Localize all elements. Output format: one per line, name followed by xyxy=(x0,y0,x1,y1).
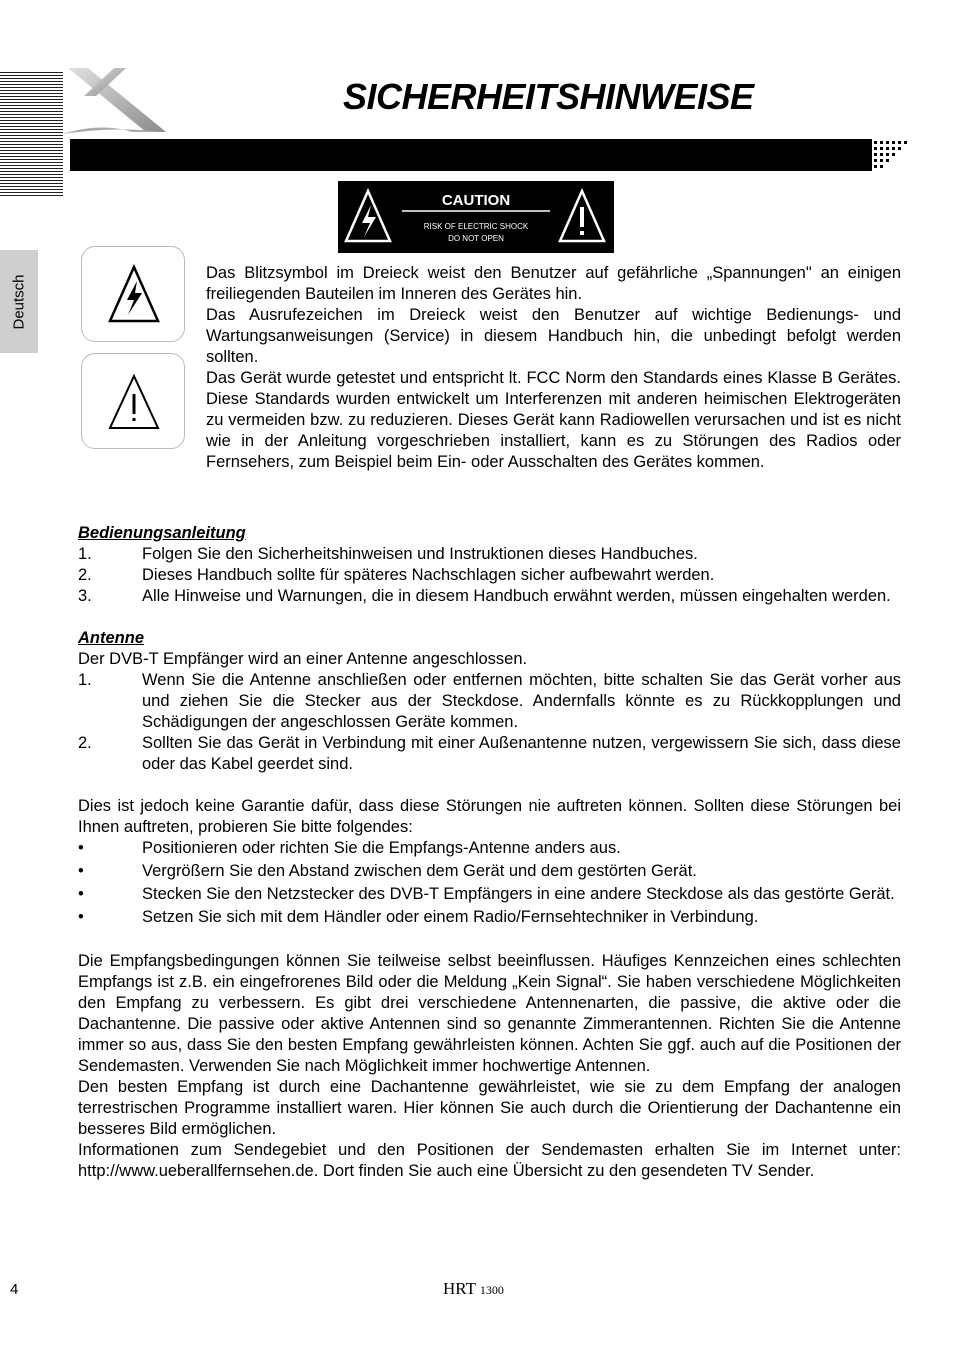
intro-paragraph: Das Blitzsymbol im Dreieck weist den Benutzer auf gefährliche „Spannungen" an einigen freiliegenden Bauteilen im Inneren des Gerätes hin. xyxy=(206,264,901,303)
lightning-triangle-icon xyxy=(82,247,186,343)
list-item: 3. Alle Hinweise und Warnungen, die in diesem Handbuch erwähnt werden, müssen eingehalten werden. xyxy=(78,587,891,605)
section-heading-manual: Bedienungsanleitung xyxy=(78,524,246,542)
bullet-item: • Vergrößern Sie den Abstand zwischen dem Gerät und dem gestörten Gerät. xyxy=(78,862,697,880)
reception-paragraph: Den besten Empfang ist durch eine Dachantenne gewährleistet, wie sie zu dem Empfang der analogen terrestrischen Programme installiert waren. Hier können Sie auch durch die Orientierung der Dachantenne ein besseres Bild ermöglichen. xyxy=(78,1078,901,1138)
intro-paragraph: Das Gerät wurde getestet und entspricht lt. FCC Norm den Standards eines Klasse B Gerätes. Diese Standards wurden entwickelt um Interferenzen mit anderen heimischen Elektrogeräten zu vermeiden bzw. zu reduzieren. Dieses Gerät kann Radiowellen verursachen und ist es nicht wie in der Anleitung vorgeschrieben installiert, kann es zu Störungen des Radios oder Fernsehers, zum Beispiel beim Ein- oder Ausschalten des Gerätes kommen. xyxy=(206,369,901,471)
title-bar-dots-decoration xyxy=(866,139,910,171)
caution-title: CAUTION xyxy=(441,192,511,209)
list-item: 2. Sollten Sie das Gerät in Verbindung mit einer Außenantenne nutzen, vergewissern Sie sich, dass diese oder das Kabel geerdet sind. xyxy=(78,734,901,773)
caution-line2: DO NOT OPEN xyxy=(448,234,504,243)
main-content xyxy=(78,523,901,1182)
lightning-symbol-box xyxy=(81,246,185,342)
caution-label xyxy=(338,181,614,253)
bullet-icon: • xyxy=(78,862,84,880)
title-bar xyxy=(70,139,870,171)
section-heading-antenna: Antenne xyxy=(78,629,144,647)
side-stripes-decoration xyxy=(0,72,63,196)
list-item: 1. Folgen Sie den Sicherheitshinweisen und Instruktionen dieses Handbuches. xyxy=(78,545,698,563)
language-tab xyxy=(0,250,38,353)
brand-logo-icon xyxy=(62,66,172,138)
exclamation-symbol-box xyxy=(81,353,185,449)
bullet-item: • Stecken Sie den Netzstecker des DVB-T Empfängers in eine andere Steckdose als das gestörte Gerät. xyxy=(78,885,895,903)
bullet-item: • Setzen Sie sich mit dem Händler oder einem Radio/Fernsehtechniker in Verbindung. xyxy=(78,908,759,926)
reception-paragraph: Die Empfangsbedingungen können Sie teilweise selbst beeinflussen. Häufiges Kennzeichen eines schlechten Empfangs ist z.B. ein eingefrorenes Bild oder die Meldung „Kein Signal“. Sie haben verschiedene Möglichkeiten den Empfang zu verbessern. Es gibt drei verschiedene Antennenarten, die passive, die aktive oder die Dachantenne. Die passive oder aktive Antennen sind so genannte Zimmerantennen. Richten Sie die Antenne immer so aus, dass Sie den besten Empfang gewährleisten können. Achten Sie ggf. auch auf die Positionen der Sendemasten. Verwenden Sie nach Möglichkeit immer hochwertige Antennen. xyxy=(78,952,901,1075)
bullet-icon: • xyxy=(78,885,84,903)
caution-line1: RISK OF ELECTRIC SHOCK xyxy=(423,222,529,231)
antenna-intro: Der DVB-T Empfänger wird an einer Antenne angeschlossen. xyxy=(78,650,528,668)
footer-model xyxy=(443,1279,504,1299)
bullet-icon: • xyxy=(78,839,84,857)
bullet-icon: • xyxy=(78,908,84,926)
exclamation-triangle-icon xyxy=(82,354,186,450)
bullet-item: • Positionieren oder richten Sie die Empfangs-Antenne anders aus. xyxy=(78,839,621,857)
language-label: Deutsch xyxy=(10,273,28,330)
reception-paragraph: Informationen zum Sendegebiet und den Positionen der Sendemasten erhalten Sie im Internet unter: http://www.ueberallfernsehen.de. Dort finden Sie auch eine Übersicht zu den gesendeten TV Sender. xyxy=(78,1141,901,1180)
intro-paragraph: Das Ausrufezeichen im Dreieck weist den Benutzer auf wichtige Bedienungs- und Wartungsanweisungen (Service) in diesem Handbuch hin, die unbedingt befolgt werden sollten. xyxy=(206,306,901,366)
list-item: 2. Dieses Handbuch sollte für späteres Nachschlagen sicher aufbewahrt werden. xyxy=(78,566,715,584)
interference-intro: Dies ist jedoch keine Garantie dafür, dass diese Störungen nie auftreten können. Sollten diese Störungen bei Ihnen auftreten, probieren Sie bitte folgendes: xyxy=(78,797,901,836)
intro-text xyxy=(206,263,901,473)
list-item: 1. Wenn Sie die Antenne anschließen oder entfernen möchten, bitte schalten Sie das Gerät vorher aus und ziehen Sie die Stecker aus der Steckdose. Andernfalls könnte es zu Rückkopplungen und Schädigungen der angeschlossen Geräte kommen. xyxy=(78,671,901,731)
model-number: 1300 xyxy=(479,1283,504,1297)
model-name: HRT xyxy=(443,1279,476,1298)
page-number: 4 xyxy=(10,1281,19,1298)
page-title: SICHERHEITSHINWEISE xyxy=(343,76,754,117)
